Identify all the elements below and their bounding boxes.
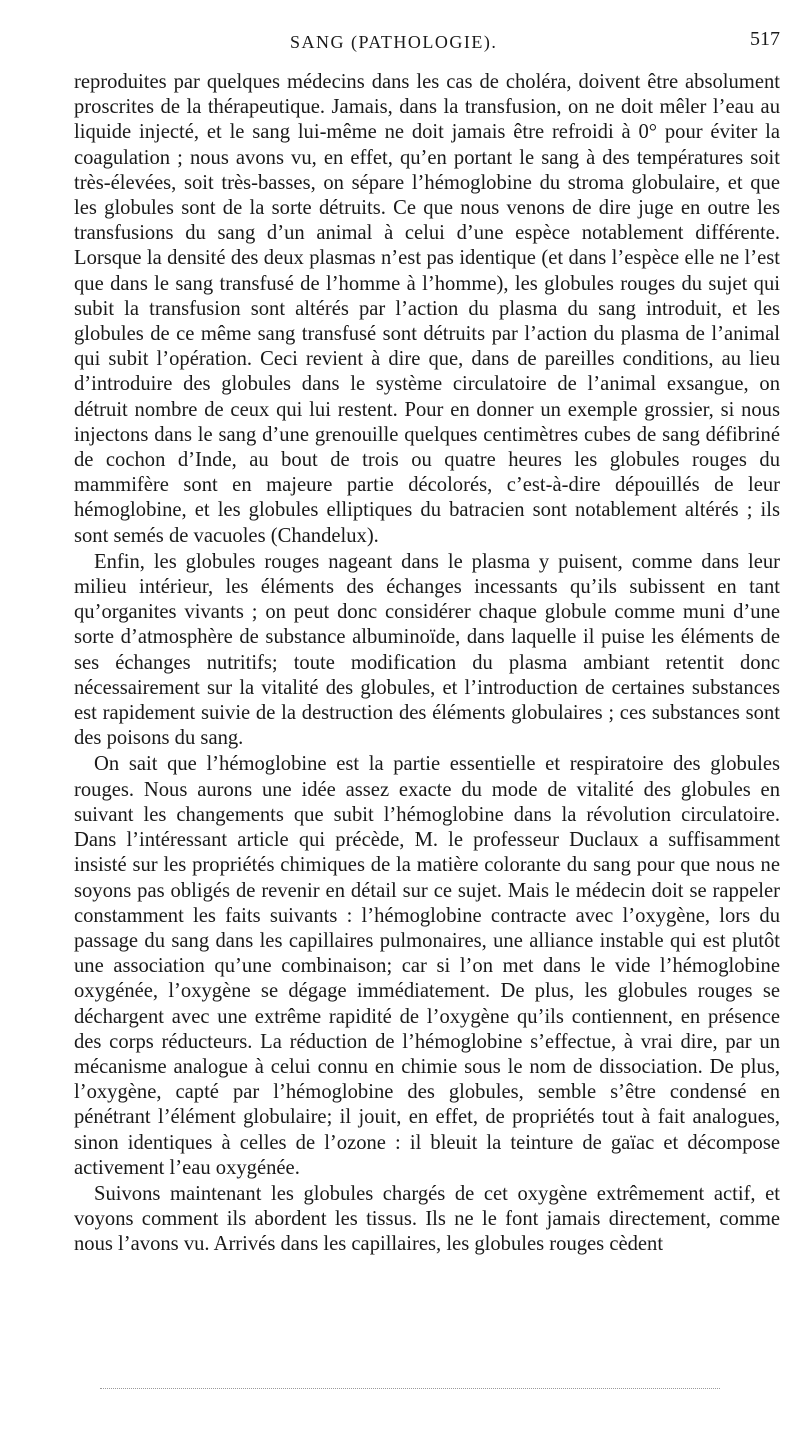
footer-rule	[100, 1388, 720, 1389]
page-number: 517	[750, 28, 780, 50]
running-title: SANG (PATHOLOGIE).	[290, 32, 498, 52]
page	[74, 24, 780, 1258]
body-text	[74, 70, 780, 1258]
paragraph-4: Suivons maintenant les globules chargés de cet oxygène extrêmement actif, et voyons comment ils abordent les tissus. Ils ne le font jamais directement, comme nous l’avons vu. Arrivés dans les capillaires, les globules rouges cèdent	[74, 1182, 780, 1256]
paragraph-2: Enfin, les globules rouges nageant dans le plasma y puisent, comme dans leur milieu intérieur, les éléments des échanges incessants qu’ils subissent en tant qu’organites vivants ; on peut donc considérer chaque globule comme muni d’une sorte d’atmosphère de substance albuminoïde, dans laquelle il puise les éléments de ses échanges nutritifs; toute modification du plasma ambiant retentit donc nécessairement sur la vitalité des globules, et l’introduction de certaines substances est rapidement suivie de la destruction des éléments globulaires ; ces substances sont des poisons du sang.	[74, 550, 780, 750]
running-head	[74, 24, 780, 70]
paragraph-3: On sait que l’hémoglobine est la partie essentielle et respiratoire des globules rouges. Nous aurons une idée assez exacte du mode de vitalité des globules en suivant les changements que subit l’hémoglobine dans la révolution circulatoire. Dans l’intéressant article qui précède, M. le professeur Duclaux a suffisamment insisté sur les propriétés chimiques de la matière colorante du sang pour que nous ne soyons pas obligés de revenir en détail sur ce sujet. Mais le médecin doit se rappeler constamment les faits suivants : l’hémoglobine contracte avec l’oxygène, lors du passage du sang dans les capillaires pulmonaires, une alliance instable qui est plutôt une association qu’une combinaison; car si l’on met dans le vide l’hémoglobine oxygénée, l’oxygène se dégage immédiatement. De plus, les globules rouges se déchargent avec une extrême rapidité de l’oxygène qu’ils contiennent, en présence des corps réducteurs. La réduction de l’hémoglobine s’effectue, à vrai dire, par un mécanisme analogue à celui connu en chimie sous le nom de dissociation. De plus, l’oxygène, capté par l’hémoglobine des globules, semble s’être condensé en pénétrant l’élément globulaire; il jouit, en effet, de propriétés tout à fait analogues, sinon identiques à celles de l’ozone : il bleuit la teinture de gaïac et décompose activement l’eau oxygénée.	[74, 753, 780, 1179]
paragraph-1: reproduites par quelques médecins dans les cas de choléra, doivent être absolument proscrites de la thérapeutique. Jamais, dans la transfusion, on ne doit mêler l’eau au liquide injecté, et le sang lui-même ne doit jamais être refroidi à 0° pour éviter la coagulation ; nous avons vu, en effet, qu’en portant le sang à des températures soit très-élevées, soit très-basses, on sépare l’hémoglobine du stroma globulaire, et que les globules sont de la sorte détruits. Ce que nous venons de dire juge en outre les transfusions du sang d’un animal à celui d’une espèce notablement différente. Lorsque la densité des deux plasmas n’est pas identique (et dans l’espèce elle ne l’est que dans le sang transfusé de l’homme à l’homme), les globules rouges du sujet qui subit la transfusion sont altérés par l’action du plasma du sang introduit, et les globules de ce même sang transfusé sont détruits par l’action du plasma de l’animal qui subit l’opération. Ceci revient à dire que, dans de pareilles conditions, au lieu d’introduire des globules dans le système circulatoire de l’animal exsangue, on détruit nombre de ceux qui lui restent. Pour en donner un exemple grossier, si nous injectons dans le sang d’une grenouille quelques centimètres cubes de sang défibriné de cochon d’Inde, au bout de trois ou quatre heures les globules rouges du mammifère sont en majeure partie décolorés, c’est-à-dire dépouillés de leur hémoglobine, et les globules elliptiques du batracien sont notablement altérés ; ils sont semés de vacuoles (Chandelux).	[74, 71, 780, 547]
